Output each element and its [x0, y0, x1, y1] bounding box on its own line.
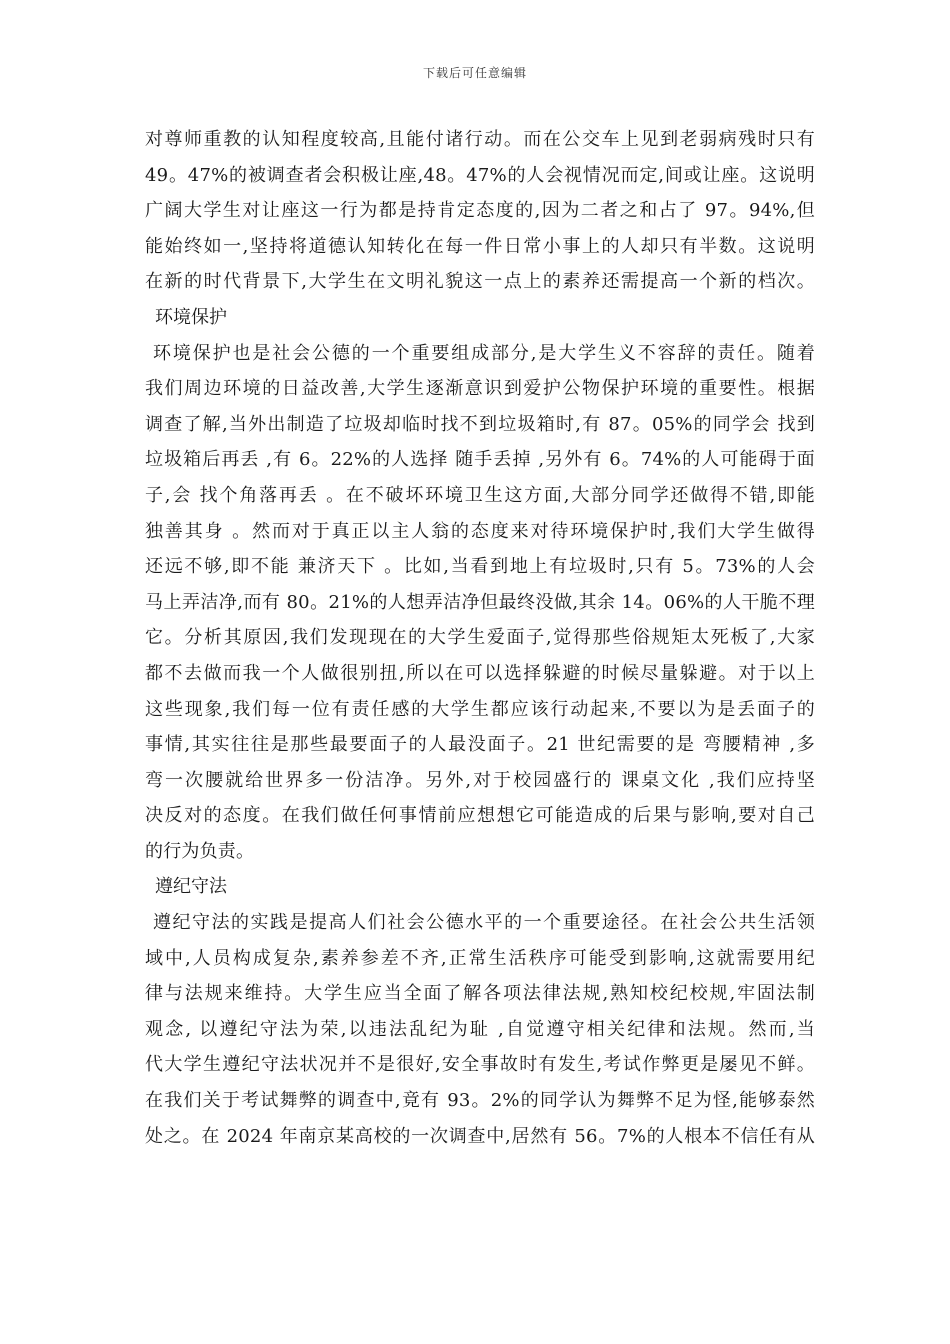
- paragraph-line: 律与法规来维持。大学生应当全面了解各项法律法规,熟知校纪校规,牢固法制: [145, 983, 815, 1005]
- paragraph-line: 这些现象,我们每一位有责任感的大学生都应该行动起来,不要以为是丢面子的: [145, 698, 815, 720]
- paragraph-line: 广阔大学生对让座这一行为都是持肯定态度的,因为二者之和占了 97。94%,但: [145, 200, 815, 222]
- paragraph-line: 垃圾箱后再丢 ,有 6。22%的人选择 随手丢掉 ,另外有 6。74%的人可能碍于面: [145, 449, 815, 471]
- paragraph-line: 弯一次腰就给世界多一份洁净。另外,对于校园盛行的 课桌文化 ,我们应持坚: [145, 769, 815, 791]
- paragraph-line: 对尊师重教的认知程度较高,且能付诸行动。而在公交车上见到老弱病残时只有: [145, 129, 815, 150]
- paragraph-line: 在新的时代背景下,大学生在文明礼貌这一点上的素养还需提高一个新的档次。: [145, 271, 815, 293]
- paragraph-line: 处之。在 2024 年南京某高校的一次调查中,居然有 56。7%的人根本不信任有从: [145, 1125, 815, 1147]
- paragraph-line: 马上弄洁净,而有 80。21%的人想弄洁净但最终没做,其余 14。06%的人干脆不理: [145, 591, 815, 613]
- paragraph-line: 子,会 找个角落再丢 。在不破坏环境卫生这方面,大部分同学还做得不错,即能: [145, 484, 815, 506]
- document-body: [145, 122, 815, 1154]
- paragraph-line: 域中,人员构成复杂,素养参差不齐,正常生活秩序可能受到影响,这就需要用纪: [145, 947, 815, 969]
- paragraph-line: 都不去做而我一个人做很别扭,所以在可以选择躲避的时候尽量躲避。对于以上: [145, 662, 815, 684]
- paragraph-line: 我们周边环境的日益改善,大学生逐渐意识到爱护公物保护环境的重要性。根据: [145, 378, 815, 400]
- paragraph-line: 调查了解,当外出制造了垃圾却临时找不到垃圾箱时,有 87。05%的同学会 找到: [145, 413, 815, 435]
- paragraph-line: 还远不够,即不能 兼济天下 。比如,当看到地上有垃圾时,只有 5。73%的人会: [145, 556, 815, 578]
- paragraph-line: 事情,其实往往是那些最要面子的人最没面子。21 世纪需要的是 弯腰精神 ,多: [145, 734, 815, 756]
- paragraph-line: 的行为负责。: [145, 840, 255, 862]
- section-heading-environment: 环境保护: [155, 306, 227, 328]
- paragraph-line: 遵纪守法的实践是提高人们社会公德水平的一个重要途径。在社会公共生活领: [153, 912, 815, 934]
- paragraph-line: 能始终如一,坚持将道德认知转化在每一件日常小事上的人却只有半数。这说明: [145, 235, 815, 257]
- paragraph-line: 在我们关于考试舞弊的调查中,竟有 93。2%的同学认为舞弊不足为怪,能够泰然: [145, 1090, 815, 1112]
- paragraph-line: 它。分析其原因,我们发现现在的大学生爱面子,觉得那些俗规矩太死板了,大家: [145, 627, 815, 649]
- section-heading-law: 遵纪守法: [155, 876, 227, 898]
- paragraph-line: 49。47%的被调查者会积极让座,48。47%的人会视情况而定,间或让座。这说明: [145, 164, 815, 186]
- paragraph-line: 环境保护也是社会公德的一个重要组成部分,是大学生义不容辞的责任。随着: [153, 342, 815, 364]
- paragraph-line: 独善其身 。然而对于真正以主人翁的态度来对待环境保护时,我们大学生做得: [145, 520, 815, 542]
- paragraph-line: 决反对的态度。在我们做任何事情前应想想它可能造成的后果与影响,要对自己: [145, 805, 815, 827]
- page-header: 下载后可任意编辑: [422, 66, 527, 80]
- paragraph-line: 观念, 以遵纪守法为荣,以违法乱纪为耻 ,自觉遵守相关纪律和法规。然而,当: [145, 1018, 815, 1040]
- paragraph-line: 代大学生遵纪守法状况并不是很好,安全事故时有发生,考试作弊更是屡见不鲜。: [145, 1054, 815, 1076]
